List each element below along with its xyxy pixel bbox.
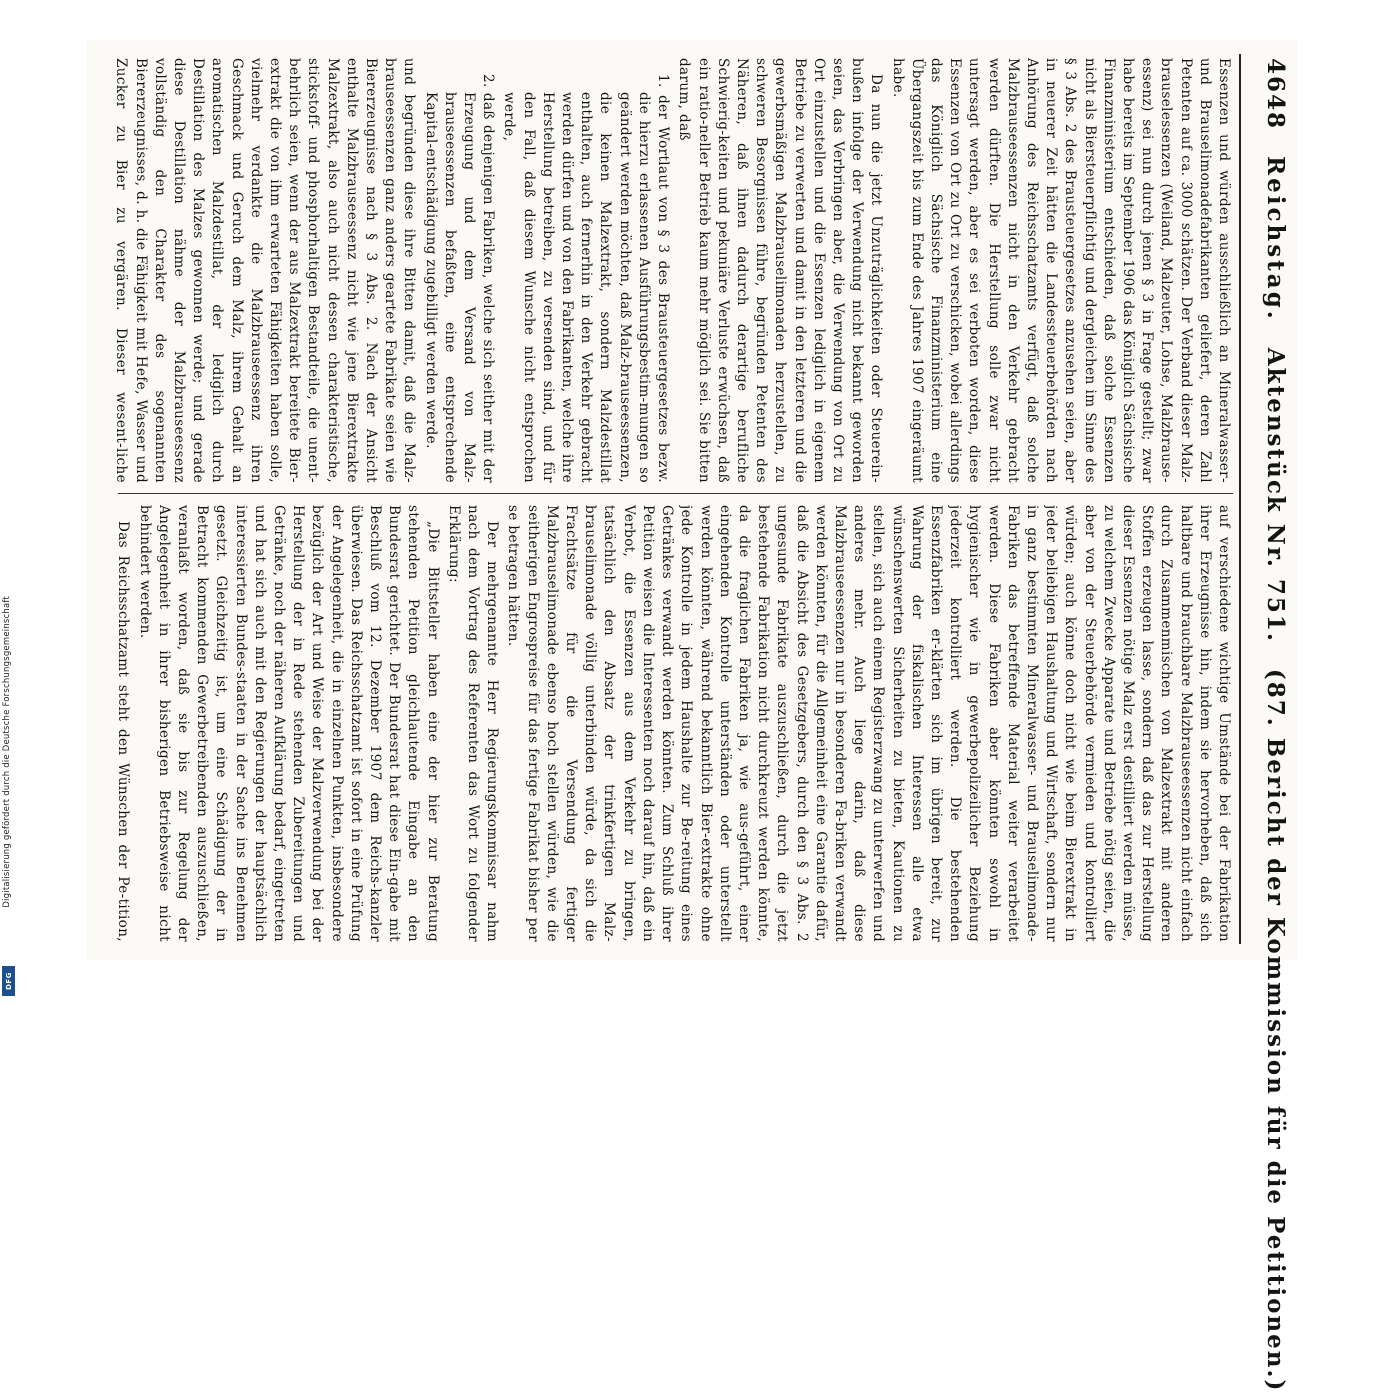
digitization-note: Digitalisierung gefördert durch die Deutsche Forschungsgemeinschaft: [2, 596, 12, 908]
item-number: 2.: [479, 74, 496, 88]
right-column: [113, 505, 1233, 942]
left-paragraph-2: Da nun die jetzt Unzuträglichkeiten oder Steuerein-bußen infolge der Verwendung nicht bekannt geworden seien, das Verbringen aber, die Verwendung von Ort zu Ort einzustellen und die Essenzen lediglich in eigenem Betriebe zu verwerten und damit in den letzteren und die gewerbsmäßigen Malzbrauselimonaden herzustellen, zu schweren Besorgnissen führe, begründen Petenten des Näheren, daß ihnen dadurch derartige berufliche Schwierig-keiten und pekuniäre Verluste erwüchsen, daß ein ratio-neller Betrieb kaum mehr möglich sei. Sie bitten darum, daß: [675, 58, 884, 483]
item-number: 1.: [654, 74, 671, 88]
petition-item-1: [499, 58, 672, 483]
item-text: der Wortlaut von § 3 des Brausteuergesetzes bezw. die hierzu erlassenen Ausführungsbestim-mungen so geändert werden möchten, daß Malz-brauseessenzen, die keinen Malzextrakt, sondern Malzdestillat enthalten, auch fernerhin in den Verkehr gebracht werden dürfen und von den Fabrikanten, welche ihre Herstellung betreiben, zu versenden sind, und für den Fall, daß diesem Wunsche nicht entsprochen werde,: [500, 92, 671, 483]
rotated-document-page: [87, 40, 1297, 1392]
right-paragraph-2: Der mehrgenannte Herr Regierungskommissar nahm nach dem Vortrag des Referenten das Wort zu folgender Erklärung:: [445, 505, 500, 942]
margin-note-wrap: [2, 596, 16, 996]
petition-item-2: [420, 58, 497, 483]
column-separator: [118, 493, 1233, 494]
dfg-logo: [2, 966, 15, 996]
document-number: Aktenstück Nr. 751.: [1261, 347, 1289, 643]
section-title: (87. Bericht der Kommission für die Petitionen.): [1261, 668, 1289, 1392]
header-rule: [1239, 54, 1241, 944]
right-paragraph-3: „Die Bittsteller haben eine der hier zur Beratung stehenden Petition gleichlautende Eingabe an den Bundesrat gerichtet. Der Bundesrat hat diese Ein-gabe mit Beschluß vom 12. Dezember 1907 dem Reichs-kanzler überwiesen. Das Reichsschatzamt ist sofort in eine Prüfung der Angelegenheit, die in einzelnen Punkten, insbesondere bezüglich der Art und Weise der Malzverwendung bei der Herstellung der in Rede stehenden Zubereitungen und Getränke, noch der näheren Aufklärung bedarf, eingetreten und hat sich auch mit den Regierungen der hauptsächlich interessierten Bundes-staaten in der Sache ins Benehmen gesetzt. Gleichzeitig ist, um eine Schädigung der in Betracht kommenden Gewerbetreibenden auszuschließen, veranlaßt worden, daß sie bis zur Regelung der Angelegenheit in ihrer bisherigen Betriebsweise nicht behindert werden.: [136, 505, 441, 942]
right-paragraph-4: Das Reichsschatzamt steht den Wünschen der Pe-tition,: [114, 521, 131, 942]
page-header: [1243, 58, 1289, 1392]
item-text: daß denjenigen Fabriken, welche sich seither mit der Erzeugung und dem Versand von Malz-brauseessenzen befaßten, eine entsprechende Kapital-entschädigung zugebilligt werden werde.: [422, 92, 496, 483]
right-paragraph-1: auf verschiedene wichtige Umstände bei der Fabrikation ihrer Erzeugnisse hin, indem sie hervorheben, daß sich haltbare und brauchbare Malzbrauseessenzen nicht einfach durch Zusammenmischen von Malzextrakt mit anderen Stoffen erzeugen lasse, sondern daß das zur Herstellung dieser Essenzen nötige Malz erst destilliert werden müsse, zu welchem Zwecke Apparate und Betriebe nötig seien, die aber von der Steuerbehörde vermieden und kontrolliert würden; auch könne doch nicht wie beim Bierextrakt in jeder beliebigen Haushaltung und Wirtschaft, sondern nur in ganz bestimmten Mineralwasser- und Brauselimonade-Fabriken das betreffende Material weiter verarbeitet werden. Diese Fabriken aber könnten sowohl in hygienischer wie in gewerbepolizeilicher Beziehung jederzeit kontrolliert werden. Die bestehenden Essenzfabriken er-klärten sich im übrigen bereit, zur Wahrung der fiskalischen Interessen alle etwa wünschenswerten Sicherheiten zu bieten, Kautionen zu stellen, sich auch einem Registerzwang zu unterwerfen und anderes mehr. Auch liege darin, daß diese Malzbrauseessenzen nur in besonderen Fa-briken verwandt werden könnten, für die Allgemeinheit eine Garantie dafür, daß die Absicht des Gesetzgebers, durch den § 3 Abs. 2 ungesunde Fabrikate auszuschließen, durch die jetzt bestehende Fabrikation nicht durchkreuzt werden könnte, da die fraglichen Fabriken ja, wie aus-geführt, einer eingehenden Kontrolle unterständen oder unterstellt werden könnten, während bekanntlich Bier-extrakte ohne jede Kontrolle in jedem Haushalte zur Be-reitung eines Getränkes verwandt werden könnten. Zum Schluß ihrer Petition weisen die Interessenten noch darauf hin, daß ein Verbot, die Essenzen aus dem Verkehr zu bringen, tatsächlich den Absatz der trinkfertigen Malz-brauselimonade völlig unterbinden würde, da sich die Frachtsätze für die Versendung fertiger Malzbrauselimonade ebenso hoch stellen würden, wie die seitherigen Engrospreise für das fertige Fabrikat bisher per se betragen hätten.: [504, 505, 1232, 942]
header-title: Reichstag.: [1261, 156, 1289, 322]
dfg-logo-text: DFG: [4, 972, 13, 990]
left-column: [113, 58, 1233, 483]
left-paragraph-3: und begründen diese ihre Bitten damit, daß die Malz-brauseessenzen ganz anders geartete Fabrikate seien wie Biererzeugnisse nach § 3 Abs. 2. Nach der Ansicht enthalte Malzbrauseessenz nicht wie jene Bierextrakte Malzextrakt, also auch nicht dessen charakteristische, stickstoff- und phosphorhaltigen Bestandteile, die unent-behrlich seien, wenn der aus Malzextrakt bereitete Bier-extrakt die von ihm erwarteten Fähigkeiten haben solle, vielmehr verdankte die Malzbrauseessenz ihren Geschmack und Geruch dem Malz, ihrem Gehalt an aromatischen Malzdestillat, der lediglich durch Destillation des Malzes gewonnen werde; und gerade diese Destillation nähme der Malzbrauseessenz vollständig den Charakter des sogenannten Biererzeugnisses, d. h. die Fähigkeit mit Hefe, Wasser und Zucker zu Bier zu vergären. Dieser wesent-liche: [112, 58, 417, 483]
page-number: 4648: [1261, 58, 1289, 131]
left-paragraph-1: Essenzen und würden ausschließlich an Mineralwasser- und Brauselimonadefabrikanten geliefert, deren Zahl Petenten auf ca. 3000 schätzen. Der Verband dieser Malz-brauselessenzen (Weiland, Malzeuter, Lohse, Malzbrause-essenz) sei nun durch jenen § 3 in Frage gestellt; zwar habe bereits im September 1906 das Königlich Sächsische Finanzministerium entschieden, daß solche Essenzen nicht als Biersteuerpflichtig und dergleichen im Sinne des § 3 Abs. 2 des Brausteuergesetzes anzusehen seien, aber in neuerer Zeit hätten die Landessteuerbehörden nach Anhörung des Reichsschatzamts verfügt, daß solche Malzbrauseessenzen nicht in den Verkehr gebracht werden dürften. Die Herstellung solle zwar nicht untersagt werden, aber es sei verboten worden, diese Essenzen von Ort zu Ort zu verschicken, wobei allerdings das Königlich Sächsische Finanzministerium eine Übergangszeit bis zum Ende des Jahres 1907 eingeräumt habe.: [889, 58, 1232, 483]
